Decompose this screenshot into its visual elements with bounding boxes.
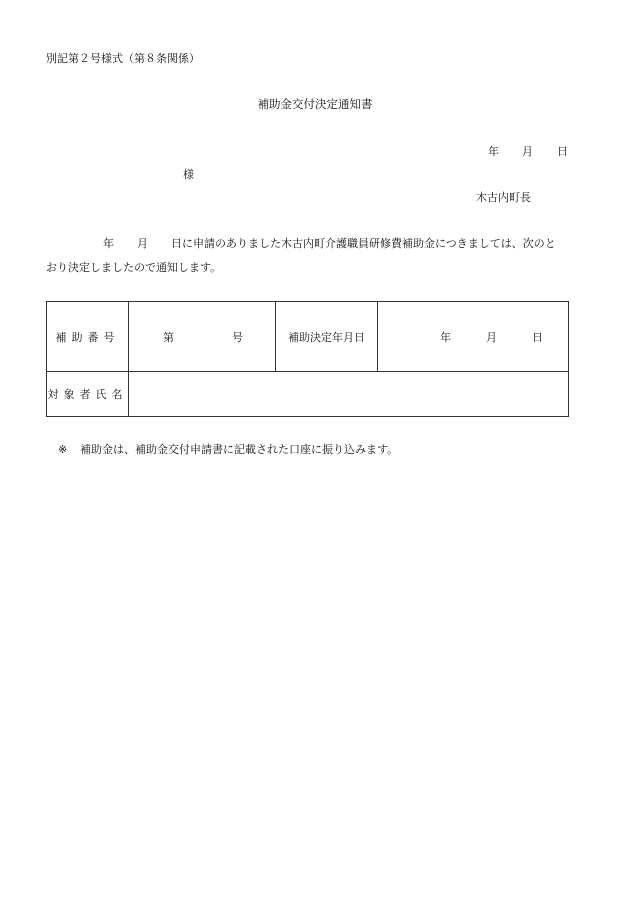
note-mark: ※ (58, 443, 68, 456)
grant-number-label: 補助番号 (47, 302, 129, 372)
form-label: 別記第２号様式（第８条関係） (46, 52, 200, 65)
decision-date-year: 年 (440, 330, 451, 344)
decision-date-month: 月 (486, 330, 497, 344)
decision-date-cell (378, 302, 569, 372)
grant-number-suffix: 号 (232, 330, 243, 344)
body-month: 月 (137, 237, 148, 250)
issuer-name: 木古内町長 (476, 191, 531, 204)
body-sentence: 日に申請のありました木古内町介護職員研修費補助金につきましては、次のと (171, 237, 556, 250)
recipient-name-label: 対象者氏名 (47, 372, 129, 417)
grant-number-prefix: 第 (163, 330, 174, 344)
note-text: 補助金は、補助金交付申請書に記載された口座に振り込みます。 (80, 443, 399, 456)
decision-date-label: 補助決定年月日 (276, 302, 378, 372)
body-text-line-1 (46, 238, 556, 249)
decision-info-table (46, 301, 569, 417)
recipient-honorific: 様 (183, 168, 194, 181)
recipient-name-value (129, 372, 569, 417)
issue-date-month: 月 (522, 145, 533, 158)
document-title: 補助金交付決定通知書 (257, 97, 373, 111)
body-year: 年 (103, 237, 114, 250)
issue-date-year: 年 (488, 145, 499, 158)
issue-date-day: 日 (557, 145, 568, 158)
grant-number-cell (129, 302, 276, 372)
decision-date-day: 日 (532, 330, 543, 344)
body-text-line-2: おり決定しましたので通知します。 (46, 261, 222, 274)
table-row (47, 372, 569, 417)
table-row (47, 302, 569, 372)
